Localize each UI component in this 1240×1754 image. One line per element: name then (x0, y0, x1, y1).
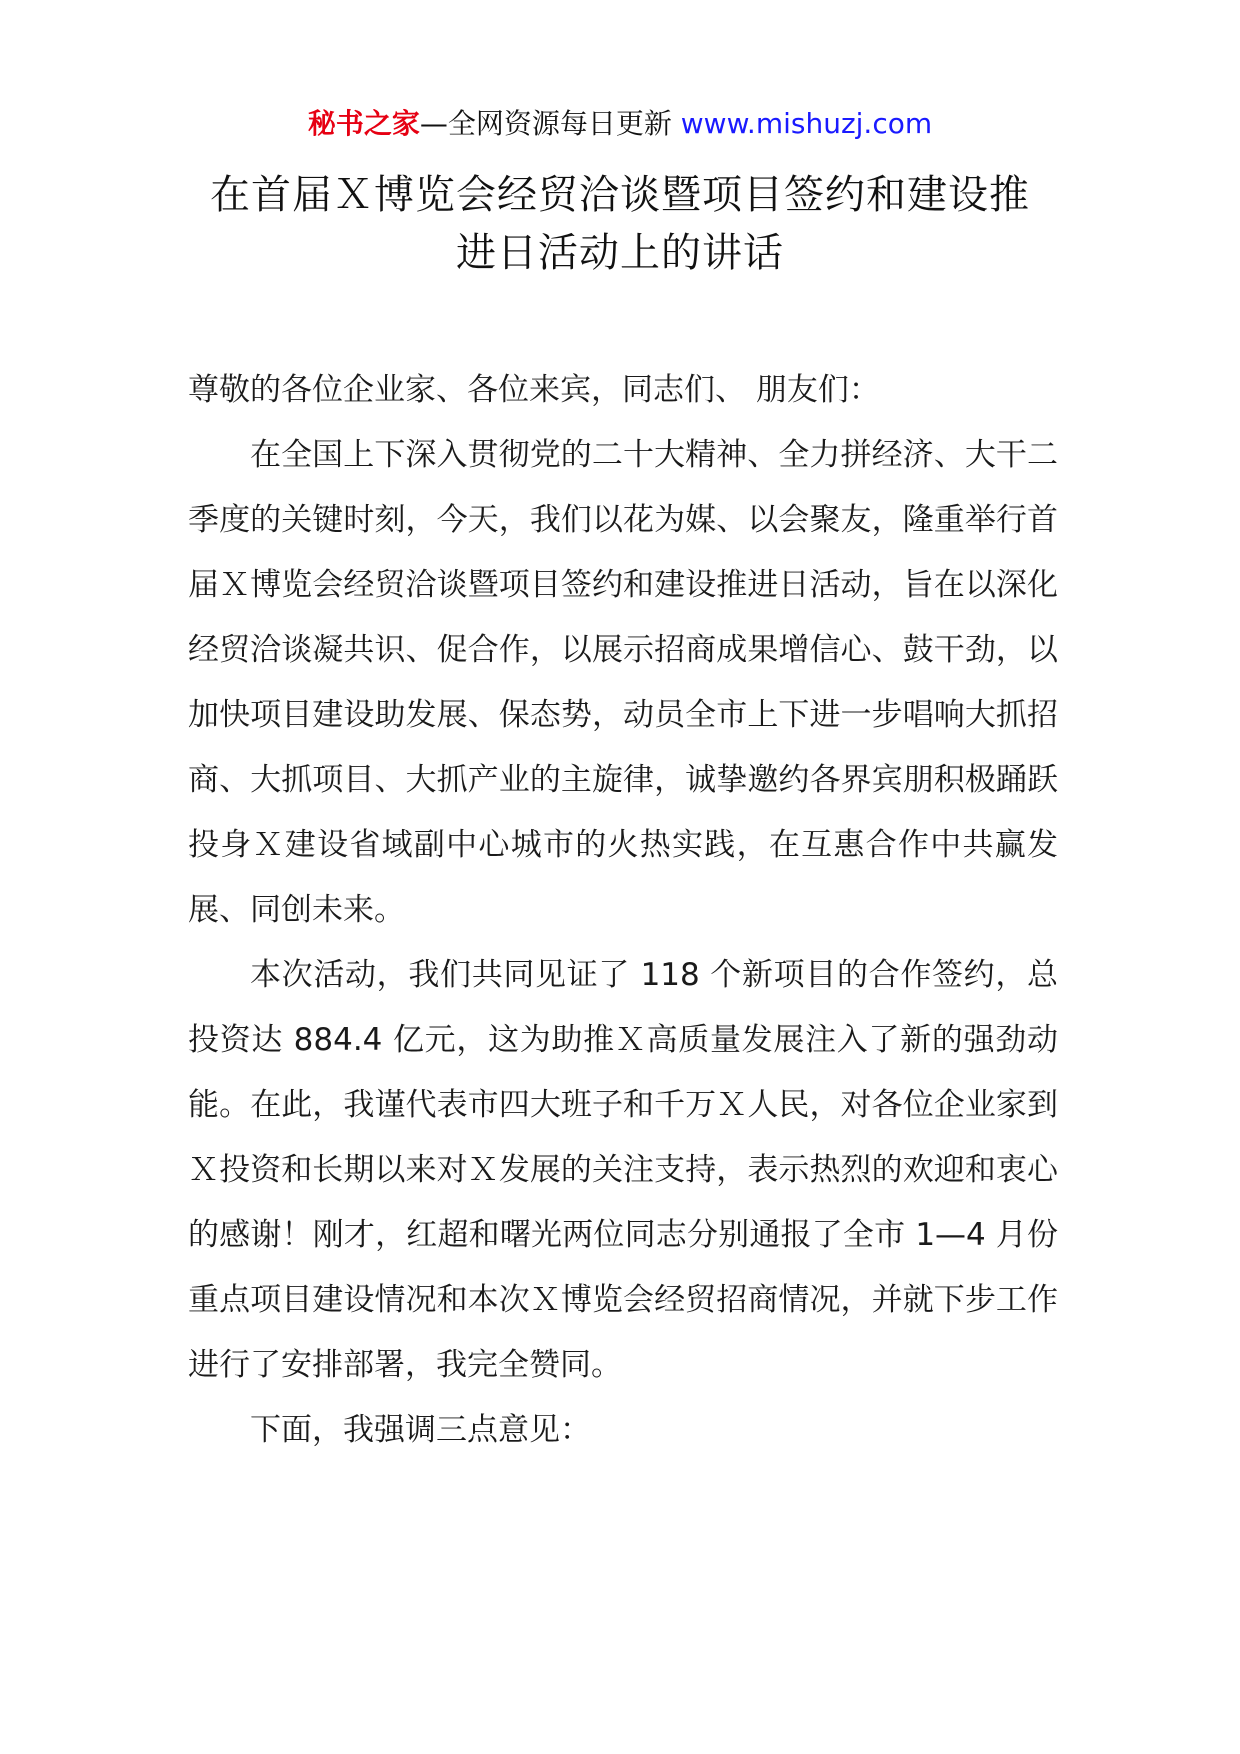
document-title: 在首届Ｘ博览会经贸洽谈暨项目签约和建设推进日活动上的讲话 (210, 172, 1030, 276)
site-url-link[interactable]: www.mishuzj.com (680, 107, 933, 140)
paragraph: 下面，我强调三点意见： (250, 1412, 591, 1448)
salutation: 尊敬的各位企业家、各位来宾，同志们、 朋友们： (188, 372, 880, 408)
brand-name: 秘书之家 (307, 107, 420, 140)
paragraph: 在全国上下深入贯彻党的二十大精神、全力拼经济、大干二季度的关键时刻，今天，我们以花为媒、以会聚友，隆重举行首届Ｘ博览会经贸洽谈暨项目签约和建设推进日活动，旨在以深化经贸洽谈凝共识、促合作，以展示招商成果增信心、鼓干劲，以加快项目建设助发展、保态势，动员全市上下进一步唱响大抓招商、大抓项目、大抓产业的主旋律，诚挚邀约各界宾朋积极踊跃投身Ｘ建设省域副中心城市的火热实践，在互惠合作中共赢发展、同创未来。 (188, 437, 1058, 928)
header-tagline: —全网资源每日更新 (419, 107, 681, 140)
paragraph: 本次活动，我们共同见证了 118 个新项目的合作签约，总投资达 884.4 亿元，这为助推Ｘ高质量发展注入了新的强劲动能。在此，我谨代表市四大班子和千万Ｘ人民，对各位企业家到Ｘ投资和长期以来对Ｘ发展的关注支持，表示热烈的欢迎和衷心的感谢！刚才，红超和曙光两位同志分别通报了全市 1—4 月份重点项目建设情况和本次Ｘ博览会经贸招商情况，并就下步工作进行了安排部署，我完全赞同。 (188, 957, 1058, 1383)
site-header-banner (0, 104, 1240, 144)
document-body (188, 358, 1058, 1463)
